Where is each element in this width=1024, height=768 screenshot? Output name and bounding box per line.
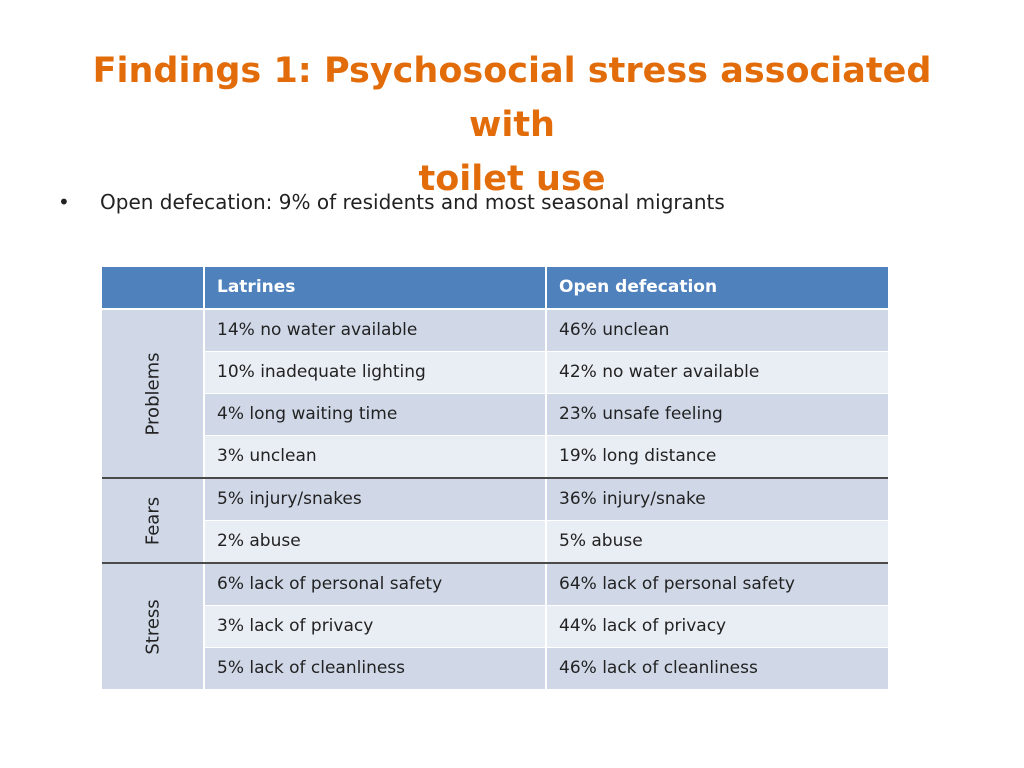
table-cell: 5% abuse <box>547 521 888 562</box>
table-cell: 3% lack of privacy <box>205 606 547 647</box>
table-cell: 10% inadequate lighting <box>205 352 547 393</box>
table-row <box>205 435 888 477</box>
table-cell: 19% long distance <box>547 436 888 477</box>
table-cell: 5% injury/snakes <box>205 479 547 520</box>
header-cell-open-defecation: Open defecation <box>559 277 718 297</box>
slide-title <box>60 44 964 206</box>
table-cell: 46% unclean <box>547 310 888 351</box>
table-cell: 6% lack of personal safety <box>205 564 547 605</box>
table-cell: 42% no water available <box>547 352 888 393</box>
table-cell: 4% long waiting time <box>205 394 547 435</box>
title-line-2: toilet use <box>418 159 606 199</box>
findings-table <box>102 267 888 689</box>
table-row <box>205 479 888 520</box>
table-row <box>205 310 888 351</box>
table-row <box>205 605 888 647</box>
table-cell: 36% injury/snake <box>547 479 888 520</box>
group-label-problems <box>102 310 205 477</box>
table-cell: 46% lack of cleanliness <box>547 648 888 689</box>
table-cell: 23% unsafe feeling <box>547 394 888 435</box>
table-row <box>205 393 888 435</box>
group-fears <box>102 477 888 562</box>
bullet-text: Open defecation: 9% of residents and most seasonal migrants <box>100 190 725 214</box>
title-line-1: Findings 1: Psychosocial stress associated with <box>92 51 932 145</box>
header-cell-latrines: Latrines <box>205 267 547 308</box>
group-stress <box>102 562 888 689</box>
table-cell: 2% abuse <box>205 521 547 562</box>
header-cell-empty <box>102 267 205 308</box>
table-cell: 44% lack of privacy <box>547 606 888 647</box>
group-label-text: Stress <box>142 598 163 655</box>
table-cell: 5% lack of cleanliness <box>205 648 547 689</box>
table-cell: 64% lack of personal safety <box>547 564 888 605</box>
table-row <box>205 564 888 605</box>
table-row <box>205 647 888 689</box>
table-header-row <box>102 267 888 308</box>
table-row <box>205 520 888 562</box>
group-label-fears <box>102 479 205 562</box>
table-row <box>205 351 888 393</box>
group-label-stress <box>102 564 205 689</box>
table-cell: 3% unclean <box>205 436 547 477</box>
group-label-text: Problems <box>142 352 163 435</box>
group-label-text: Fears <box>142 496 163 545</box>
bullet-symbol: • <box>58 190 70 214</box>
group-problems <box>102 308 888 477</box>
table-cell: 14% no water available <box>205 310 547 351</box>
